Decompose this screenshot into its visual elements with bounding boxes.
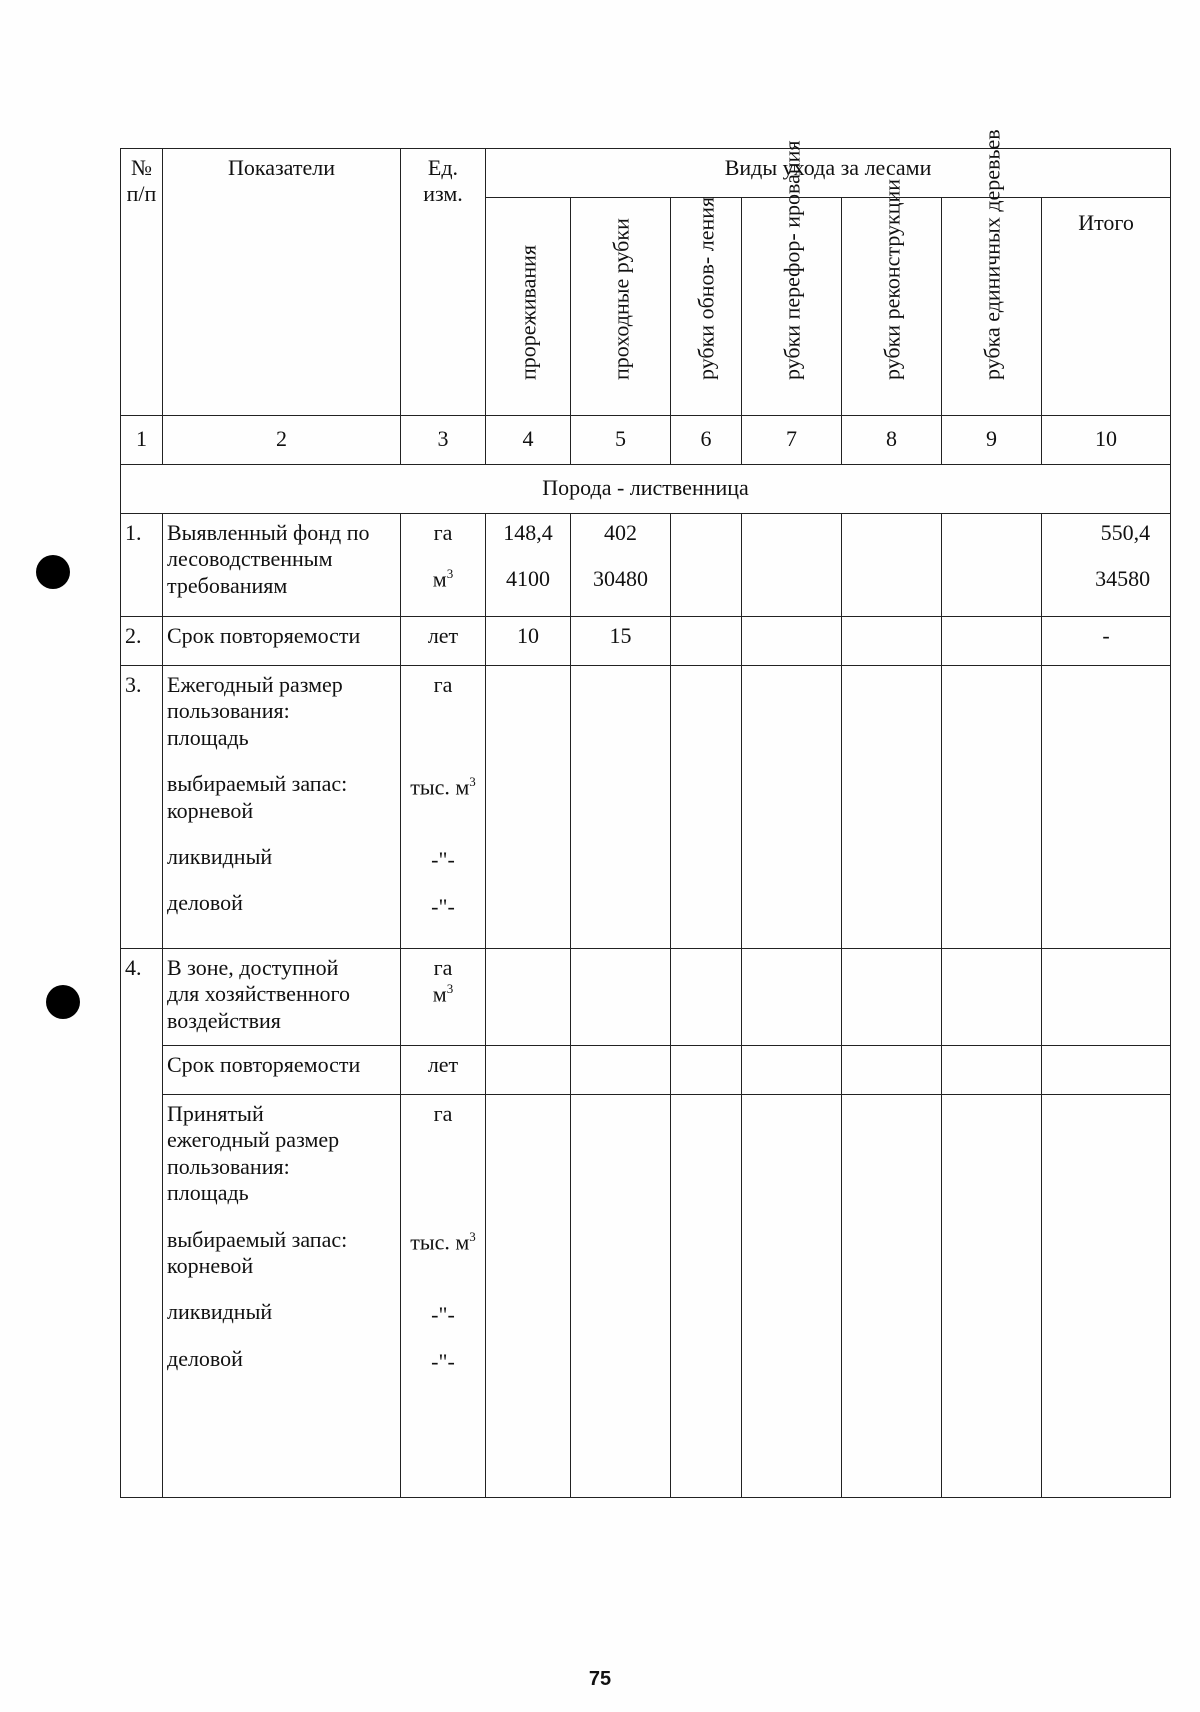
row-label: Ежегодный размер пользования: площадь выбираемый запас: корневой ликвидный деловой <box>163 666 401 949</box>
header-col10: Итого <box>1042 198 1171 416</box>
cell-col6 <box>671 1095 742 1498</box>
header-col4: прореживания <box>486 198 571 416</box>
header-col9: рубка единичных деревьев <box>942 198 1042 416</box>
cell-col6 <box>671 514 742 617</box>
header-types-title: Виды ухода за лесами <box>486 149 1171 198</box>
cell-col4: 10 <box>486 617 571 666</box>
row-unit: га $м^3$ <box>401 949 486 1046</box>
cell-col7 <box>742 1095 842 1498</box>
cell-col5: 402 30480 <box>571 514 671 617</box>
row-unit: га тыс. $м^3$ -"- -"- <box>401 666 486 949</box>
cell-col6 <box>671 666 742 949</box>
header-col6: рубки обнов- ления <box>671 198 742 416</box>
cell-col8 <box>842 617 942 666</box>
cell-col4 <box>486 1046 571 1095</box>
row-number: 3. <box>121 666 163 949</box>
col-number: 1 <box>121 416 163 465</box>
table-row <box>121 1095 1171 1498</box>
cell-col5: 15 <box>571 617 671 666</box>
cell-col8 <box>842 1046 942 1095</box>
header-col7: рубки перефор- ирования <box>742 198 842 416</box>
row-unit: лет <box>401 617 486 666</box>
cell-col10 <box>1042 1046 1171 1095</box>
cell-col6 <box>671 1046 742 1095</box>
cell-col4 <box>486 1095 571 1498</box>
col-number: 7 <box>742 416 842 465</box>
row-label: Срок повторяемости <box>163 1046 401 1095</box>
col-number: 8 <box>842 416 942 465</box>
cell-col9 <box>942 514 1042 617</box>
row-unit: га $м^3$ <box>401 514 486 617</box>
cell-col8 <box>842 949 942 1046</box>
header-col8: рубки реконструкции <box>842 198 942 416</box>
cell-col8 <box>842 666 942 949</box>
col-number: 6 <box>671 416 742 465</box>
cell-col7 <box>742 666 842 949</box>
column-number-row <box>121 416 1171 465</box>
forest-care-table <box>120 129 1171 1498</box>
row-number: 2. <box>121 617 163 666</box>
section-title: Порода - лиственница <box>121 465 1171 514</box>
cell-col9 <box>942 617 1042 666</box>
row-label: В зоне, доступной для хозяйственного воздействия <box>163 949 401 1046</box>
cell-col5 <box>571 949 671 1046</box>
cell-col7 <box>742 514 842 617</box>
cell-col10 <box>1042 1095 1171 1498</box>
cell-col9 <box>942 1046 1042 1095</box>
table-row <box>121 666 1171 949</box>
header-num: № п/п <box>121 149 163 416</box>
col-number: 10 <box>1042 416 1171 465</box>
col-number: 3 <box>401 416 486 465</box>
table-row <box>121 514 1171 617</box>
punch-hole-icon <box>46 985 80 1019</box>
cell-col5 <box>571 1095 671 1498</box>
cell-col4 <box>486 949 571 1046</box>
row-label: Выявленный фонд по лесоводственным требованиям <box>163 514 401 617</box>
table-row <box>121 1046 1171 1095</box>
cell-col9 <box>942 1095 1042 1498</box>
header-row <box>121 149 1171 198</box>
cell-col9 <box>942 949 1042 1046</box>
table-row <box>121 617 1171 666</box>
cell-col5 <box>571 666 671 949</box>
cell-col4 <box>486 666 571 949</box>
cell-col10 <box>1042 666 1171 949</box>
cell-col5 <box>571 1046 671 1095</box>
row-label: Срок повторяемости <box>163 617 401 666</box>
header-col5: проходные рубки <box>571 198 671 416</box>
cell-col8 <box>842 514 942 617</box>
cell-col6 <box>671 949 742 1046</box>
row-label: Принятый ежегодный размер пользования: площадь выбираемый запас: корневой ликвидный деловой <box>163 1095 401 1498</box>
punch-hole-icon <box>36 555 70 589</box>
col-number: 5 <box>571 416 671 465</box>
cell-col4: 148,4 4100 <box>486 514 571 617</box>
cell-col10: 550,4 34580 <box>1042 514 1171 617</box>
col-number: 2 <box>163 416 401 465</box>
col-number: 9 <box>942 416 1042 465</box>
table-row <box>121 949 1171 1046</box>
row-unit: га тыс. $м^3$ -"- -"- <box>401 1095 486 1498</box>
section-row <box>121 465 1171 514</box>
row-number: 1. <box>121 514 163 617</box>
page-number: 75 <box>588 1668 612 1690</box>
header-unit: Ед. изм. <box>401 149 486 416</box>
cell-col7 <box>742 617 842 666</box>
cell-col10: - <box>1042 617 1171 666</box>
cell-col6 <box>671 617 742 666</box>
cell-col10 <box>1042 949 1171 1046</box>
cell-col8 <box>842 1095 942 1498</box>
row-number: 4. <box>121 949 163 1498</box>
col-number: 4 <box>486 416 571 465</box>
cell-col7 <box>742 949 842 1046</box>
row-unit: лет <box>401 1046 486 1095</box>
cell-col9 <box>942 666 1042 949</box>
header-indicators: Показатели <box>163 149 401 416</box>
cell-col7 <box>742 1046 842 1095</box>
